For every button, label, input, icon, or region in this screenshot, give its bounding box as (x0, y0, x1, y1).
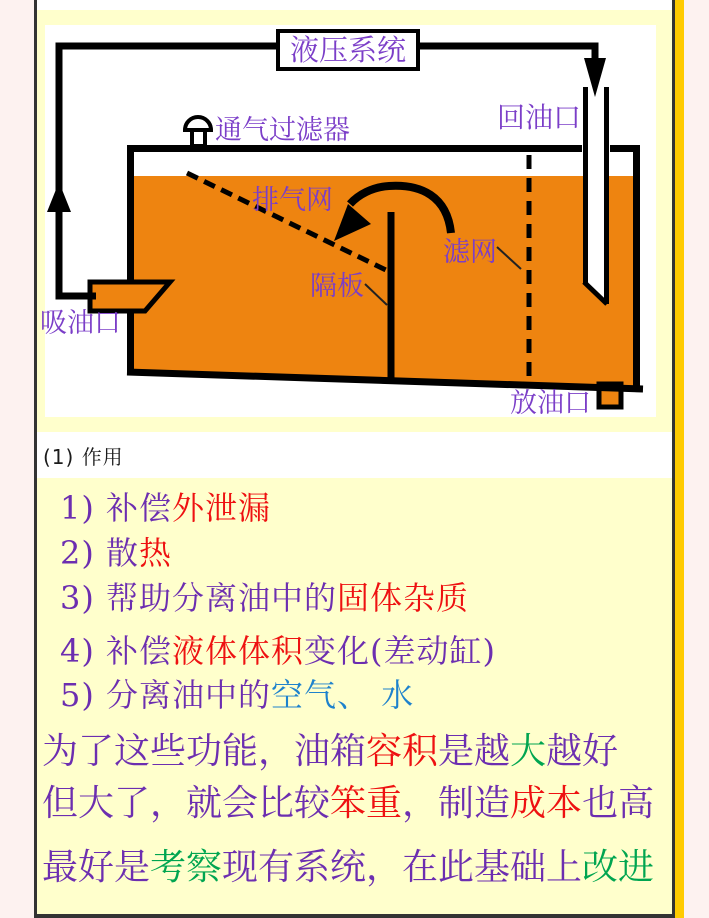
section-heading-strip (37, 432, 672, 478)
vent-filter-label: 通气过滤器 (215, 115, 350, 146)
text-segment: ，制造 (402, 783, 511, 824)
gold-stripe (675, 0, 684, 918)
text-segment: 是越 (438, 731, 511, 772)
oil-tank-diagram (35, 20, 660, 420)
return-pipe (584, 87, 607, 304)
text-segment: 热 (139, 534, 173, 572)
list-item-4 (60, 633, 496, 670)
filter-net-label: 滤网 (443, 237, 497, 268)
drain-port-label: 放油口 (510, 388, 591, 419)
text-segment: 1) 补偿 (60, 489, 173, 527)
text-segment: 也高 (582, 783, 655, 824)
tank-oil (130, 176, 640, 388)
text-segment: 容积 (366, 731, 439, 772)
list-item-2 (60, 535, 172, 572)
text-segment: 但大了，就会比较 (42, 783, 331, 824)
text-segment: 笨重 (330, 783, 403, 824)
text-segment: 为了这些功能，油箱 (42, 731, 367, 772)
text-segment: 变化(差动缸) (304, 632, 497, 670)
paragraph-2 (42, 783, 654, 824)
list-item-3 (60, 580, 469, 617)
text-segment: 考察 (150, 847, 223, 888)
text-segment: 液体体积 (172, 632, 305, 670)
baffle-label: 隔板 (310, 271, 364, 302)
text-segment: 改进 (582, 847, 655, 888)
text-segment: 成本 (510, 783, 583, 824)
paragraph-3 (42, 847, 654, 888)
text-segment: 现有系统，在此基础上 (222, 847, 583, 888)
text-segment: 空气、 水 (271, 676, 415, 714)
list-item-5 (60, 677, 414, 714)
top-white-strip (37, 0, 672, 10)
text-segment: 4) 补偿 (60, 632, 173, 670)
list-item-1 (60, 490, 271, 527)
text-segment: 外泄漏 (172, 489, 272, 527)
hydraulic-system-label: 液压系统 (289, 33, 407, 67)
bottom-frame-line (37, 914, 672, 918)
text-segment: 2) 散 (60, 534, 140, 572)
paragraph-1 (42, 731, 618, 772)
return-port-label: 回油口 (497, 101, 582, 134)
text-segment: 5) 分离油中的 (60, 676, 272, 714)
text-segment: 大 (510, 731, 547, 772)
exhaust-net-label: 排气网 (252, 185, 333, 216)
text-segment: 3) 帮助分离油中的 (60, 579, 338, 617)
text-segment: 越好 (546, 731, 619, 772)
text-segment: 最好是 (42, 847, 151, 888)
text-segment: 固体杂质 (337, 579, 470, 617)
suction-port-label: 吸油口 (40, 308, 121, 339)
section-heading: (1) 作用 (43, 444, 124, 469)
